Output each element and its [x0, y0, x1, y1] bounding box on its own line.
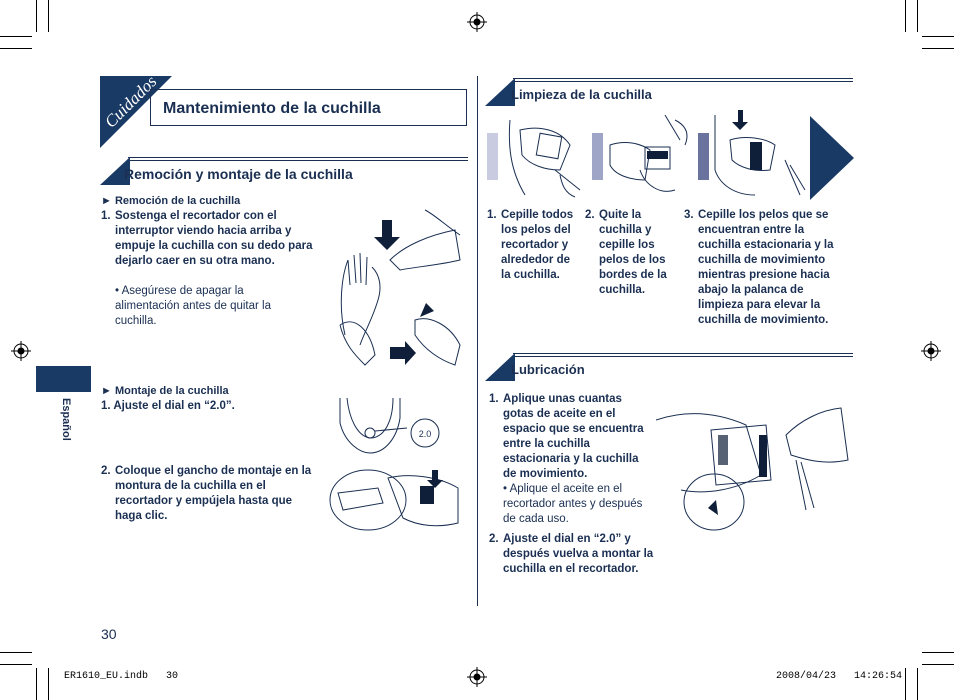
section-header-rule — [513, 78, 853, 79]
mounting-step2-num: 2. — [101, 465, 111, 477]
cleaning-step2-text: Quite la cuchilla y cepille los pelos de los bordes de la cuchilla. — [599, 209, 667, 296]
removal-step1-text: Sostenga el recortador con el interruptor viendo hacia arriba y empuje la cuchilla con su dedo para dejarlo caer en su otra mano. — [115, 210, 313, 267]
section-header-rule — [128, 157, 468, 158]
language-side-tab — [36, 366, 91, 392]
lubrication-note: • Aplique el aceite en el recortador antes y después de cada uso. — [503, 483, 643, 525]
cuidados-tab-label: Cuidados — [100, 71, 161, 132]
section-title-lubrication: Lubricación — [511, 362, 585, 377]
registration-mark-icon — [921, 341, 941, 361]
cleaning-step3-illustration — [710, 110, 810, 202]
footer-file: ER1610_EU.indb 30 — [64, 671, 179, 682]
step-strip-light — [487, 133, 498, 180]
section-title-removal-mounting: Remoción y montaje de la cuchilla — [124, 166, 353, 182]
page-number: 30 — [101, 626, 117, 642]
lubrication-step2-num: 2. — [489, 533, 499, 545]
mounting-heading: ► Montaje de la cuchilla — [101, 385, 229, 397]
column-divider — [477, 76, 478, 606]
dial-label: 2.0 — [418, 429, 432, 439]
footer-datetime: 2008/04/23 14:26:54 — [776, 671, 903, 682]
page-title: Mantenimiento de la cuchilla — [163, 100, 381, 117]
lubrication-illustration — [656, 380, 851, 535]
step-strip-dark — [698, 133, 709, 180]
registration-mark-icon — [467, 667, 487, 687]
section-header-rule — [128, 160, 468, 161]
section-header-rule — [513, 81, 853, 82]
cleaning-step2-num: 2. — [585, 209, 595, 221]
dial-illustration — [335, 398, 450, 456]
cleaning-step3-text: Cepille los pelos que se encuentran entre la cuchilla estacionaria y la cuchilla de movimiento mientras presione hacia abajo la palanca de limpieza para elevar la cuchilla de movimiento. — [698, 209, 834, 326]
section-header-rule — [513, 356, 853, 357]
step-strip-mid — [592, 133, 603, 180]
cleaning-step1-text: Cepille todos los pelos del recortador y alrededor de la cuchilla. — [501, 209, 574, 281]
mounting-illustration — [328, 468, 463, 533]
lubrication-step1-num: 1. — [489, 393, 499, 405]
section-title-cleaning: Limpieza de la cuchilla — [511, 87, 652, 102]
cleaning-step1-illustration — [500, 115, 588, 200]
lubrication-step1-text: Aplique unas cuantas gotas de aceite en el espacio que se encuentra entre la cuchilla estacionaria y la cuchilla de movimiento. — [503, 393, 644, 480]
language-label: Español — [60, 398, 72, 441]
cleaning-step3-num: 3. — [684, 209, 694, 221]
next-arrow-icon — [810, 116, 854, 200]
removal-note: • Asegúrese de apagar la alimentación antes de quitar la cuchilla. — [115, 285, 271, 327]
mounting-step1: 1. Ajuste el dial en “2.0”. — [101, 400, 235, 412]
registration-mark-icon — [467, 12, 487, 32]
cleaning-step1-num: 1. — [487, 209, 497, 221]
removal-heading: ► Remoción de la cuchilla — [101, 195, 241, 207]
mounting-step2-text: Coloque el gancho de montaje en la montura de la cuchilla en el recortador y empújela hasta que haga clic. — [115, 465, 312, 522]
section-header-rule — [513, 353, 853, 354]
registration-mark-icon — [11, 341, 31, 361]
cleaning-step2-illustration — [605, 115, 693, 200]
lubrication-step2-text: Ajuste el dial en “2.0” y después vuelva a montar la cuchilla en el recortador. — [503, 533, 654, 575]
removal-step1-num: 1. — [101, 210, 111, 222]
hand-removal-illustration — [320, 205, 470, 375]
